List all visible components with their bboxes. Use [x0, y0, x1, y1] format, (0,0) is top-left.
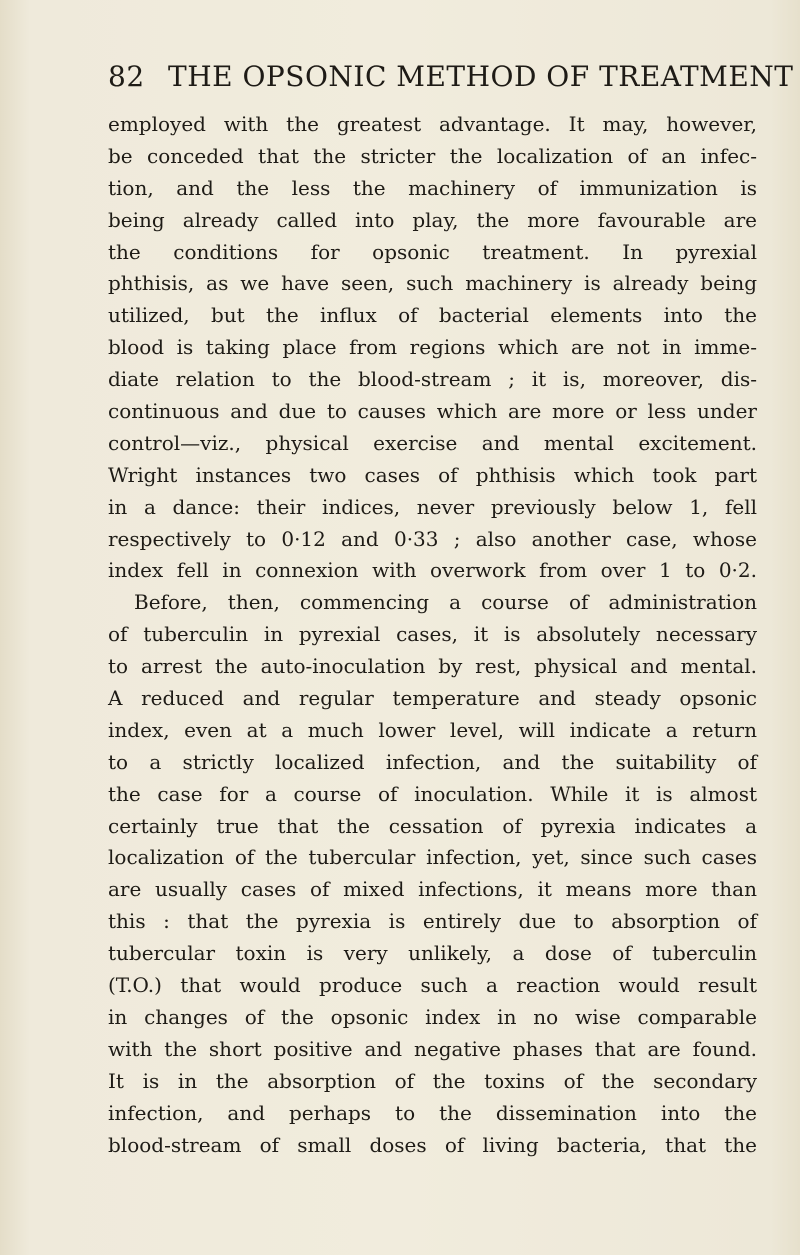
text-line: to a strictly localized infection, and the suitability of	[108, 749, 757, 774]
text-line: (T.O.) that would produce such a reaction would result	[108, 973, 757, 998]
text-line: It is in the absorption of the toxins of the secondary	[108, 1068, 757, 1093]
text-line: Before, then, commencing a course of administration	[134, 590, 757, 615]
text-line: phthisis, as we have seen, such machinery is already being	[108, 271, 757, 296]
text-line: control—viz., physical exercise and mental excitement.	[108, 430, 757, 455]
text-line: infection, and perhaps to the dissemination into the	[108, 1100, 757, 1125]
text-line: index fell in connexion with overwork from over 1 to 0·2.	[108, 558, 757, 583]
text-line: localization of the tubercular infection, yet, since such cases	[108, 845, 757, 870]
text-line: being already called into play, the more favourable are	[108, 207, 757, 232]
text-line: to arrest the auto-inoculation by rest, physical and mental.	[108, 654, 757, 679]
text-line: be conceded that the stricter the localization of an infec-	[108, 143, 757, 168]
text-line: respectively to 0·12 and 0·33 ; also another case, whose	[108, 526, 757, 551]
paragraph	[108, 109, 757, 587]
page-number: 82	[108, 60, 145, 93]
text-line: of tuberculin in pyrexial cases, it is absolutely necessary	[108, 622, 757, 647]
text-line: blood is taking place from regions which are not in imme-	[108, 335, 757, 360]
text-line: certainly true that the cessation of pyrexia indicates a	[108, 813, 757, 838]
text-line: the case for a course of inoculation. While it is almost	[108, 781, 757, 806]
text-line: A reduced and regular temperature and steady opsonic	[108, 686, 757, 711]
text-line: are usually cases of mixed infections, it means more than	[108, 877, 757, 902]
text-line: tion, and the less the machinery of immunization is	[108, 175, 757, 200]
text-line: diate relation to the blood-stream ; it is, moreover, dis-	[108, 367, 757, 392]
text-line: index, even at a much lower level, will indicate a return	[108, 717, 757, 742]
text-line: in changes of the opsonic index in no wise comparable	[108, 1004, 757, 1029]
running-header	[108, 57, 794, 97]
body-text	[108, 109, 757, 1161]
paragraph	[108, 587, 757, 1161]
text-line: Wright instances two cases of phthisis which took part	[108, 462, 757, 487]
text-line: employed with the greatest advantage. It may, however,	[108, 112, 757, 136]
text-line: in a dance: their indices, never previously below 1, fell	[108, 494, 757, 519]
text-line: the conditions for opsonic treatment. In pyrexial	[108, 239, 757, 264]
text-line: blood-stream of small doses of living bacteria, that the	[108, 1132, 757, 1157]
text-line: this : that the pyrexia is entirely due to absorption of	[108, 909, 757, 934]
running-title: THE OPSONIC METHOD OF TREATMENT	[168, 60, 794, 93]
text-line: tubercular toxin is very unlikely, a dose of tuberculin	[108, 941, 757, 966]
text-line: utilized, but the influx of bacterial elements into the	[108, 303, 757, 328]
text-line: continuous and due to causes which are more or less under	[108, 399, 757, 424]
text-line: with the short positive and negative phases that are found.	[108, 1036, 757, 1061]
